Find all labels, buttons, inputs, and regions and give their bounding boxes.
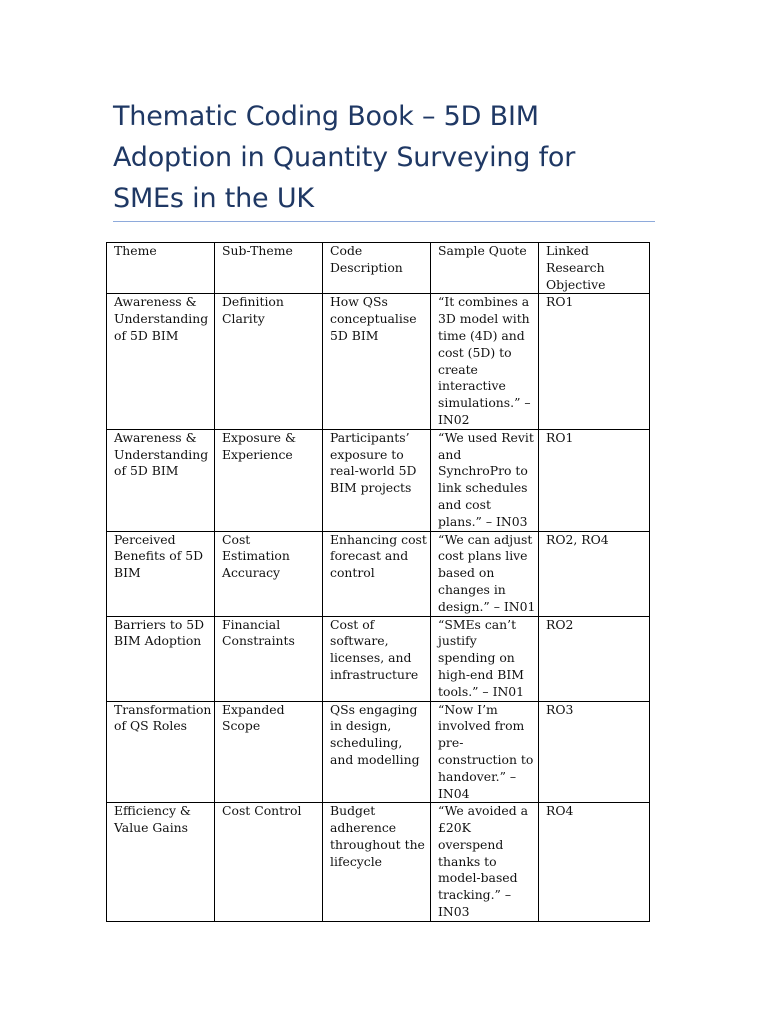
cell-theme: Transformation of QS Roles bbox=[107, 701, 215, 803]
cell-code-description: How QSs conceptualise 5D BIM bbox=[323, 294, 431, 429]
column-header-sample-quote: Sample Quote bbox=[431, 243, 539, 294]
table-header-row bbox=[107, 243, 650, 294]
cell-sample-quote: “SMEs can’t justify spending on high-end BIM tools.” – IN01 bbox=[431, 616, 539, 701]
cell-code-description: Cost of software, licenses, and infrastructure bbox=[323, 616, 431, 701]
cell-theme: Perceived Benefits of 5D BIM bbox=[107, 531, 215, 616]
document-title: Thematic Coding Book – 5D BIM Adoption in Quantity Surveying for SMEs in the UK bbox=[113, 101, 576, 214]
cell-objective: RO2 bbox=[539, 616, 650, 701]
cell-sample-quote: “We can adjust cost plans live based on changes in design.” – IN01 bbox=[431, 531, 539, 616]
cell-sample-quote: “We avoided a £20K overspend thanks to model-based tracking.” – IN03 bbox=[431, 803, 539, 922]
cell-objective: RO2, RO4 bbox=[539, 531, 650, 616]
cell-sub-theme: Cost Estimation Accuracy bbox=[215, 531, 323, 616]
cell-code-description: Participants’ exposure to real-world 5D BIM projects bbox=[323, 429, 431, 531]
cell-objective: RO1 bbox=[539, 294, 650, 429]
table-row bbox=[107, 803, 650, 922]
cell-theme: Barriers to 5D BIM Adoption bbox=[107, 616, 215, 701]
cell-objective: RO3 bbox=[539, 701, 650, 803]
cell-sub-theme: Cost Control bbox=[215, 803, 323, 922]
table-row bbox=[107, 429, 650, 531]
cell-sample-quote: “It combines a 3D model with time (4D) and cost (5D) to create interactive simulations.” – IN02 bbox=[431, 294, 539, 429]
thematic-coding-table bbox=[106, 242, 650, 922]
cell-sub-theme: Definition Clarity bbox=[215, 294, 323, 429]
table-row bbox=[107, 616, 650, 701]
column-header-theme: Theme bbox=[107, 243, 215, 294]
column-header-code-description: Code Description bbox=[323, 243, 431, 294]
cell-sub-theme: Financial Constraints bbox=[215, 616, 323, 701]
cell-theme: Efficiency & Value Gains bbox=[107, 803, 215, 922]
cell-code-description: QSs engaging in design, scheduling, and modelling bbox=[323, 701, 431, 803]
cell-sub-theme: Expanded Scope bbox=[215, 701, 323, 803]
cell-code-description: Budget adherence throughout the lifecycle bbox=[323, 803, 431, 922]
table-row bbox=[107, 701, 650, 803]
title-underline bbox=[113, 221, 655, 222]
column-header-linked-objective: Linked Research Objective bbox=[539, 243, 650, 294]
cell-theme: Awareness & Understanding of 5D BIM bbox=[107, 429, 215, 531]
column-header-sub-theme: Sub-Theme bbox=[215, 243, 323, 294]
table-row bbox=[107, 531, 650, 616]
cell-theme: Awareness & Understanding of 5D BIM bbox=[107, 294, 215, 429]
table-row bbox=[107, 294, 650, 429]
cell-objective: RO1 bbox=[539, 429, 650, 531]
cell-sample-quote: “We used Revit and SynchroPro to link schedules and cost plans.” – IN03 bbox=[431, 429, 539, 531]
cell-sub-theme: Exposure & Experience bbox=[215, 429, 323, 531]
cell-objective: RO4 bbox=[539, 803, 650, 922]
cell-sample-quote: “Now I’m involved from pre-construction to handover.” – IN04 bbox=[431, 701, 539, 803]
cell-code-description: Enhancing cost forecast and control bbox=[323, 531, 431, 616]
